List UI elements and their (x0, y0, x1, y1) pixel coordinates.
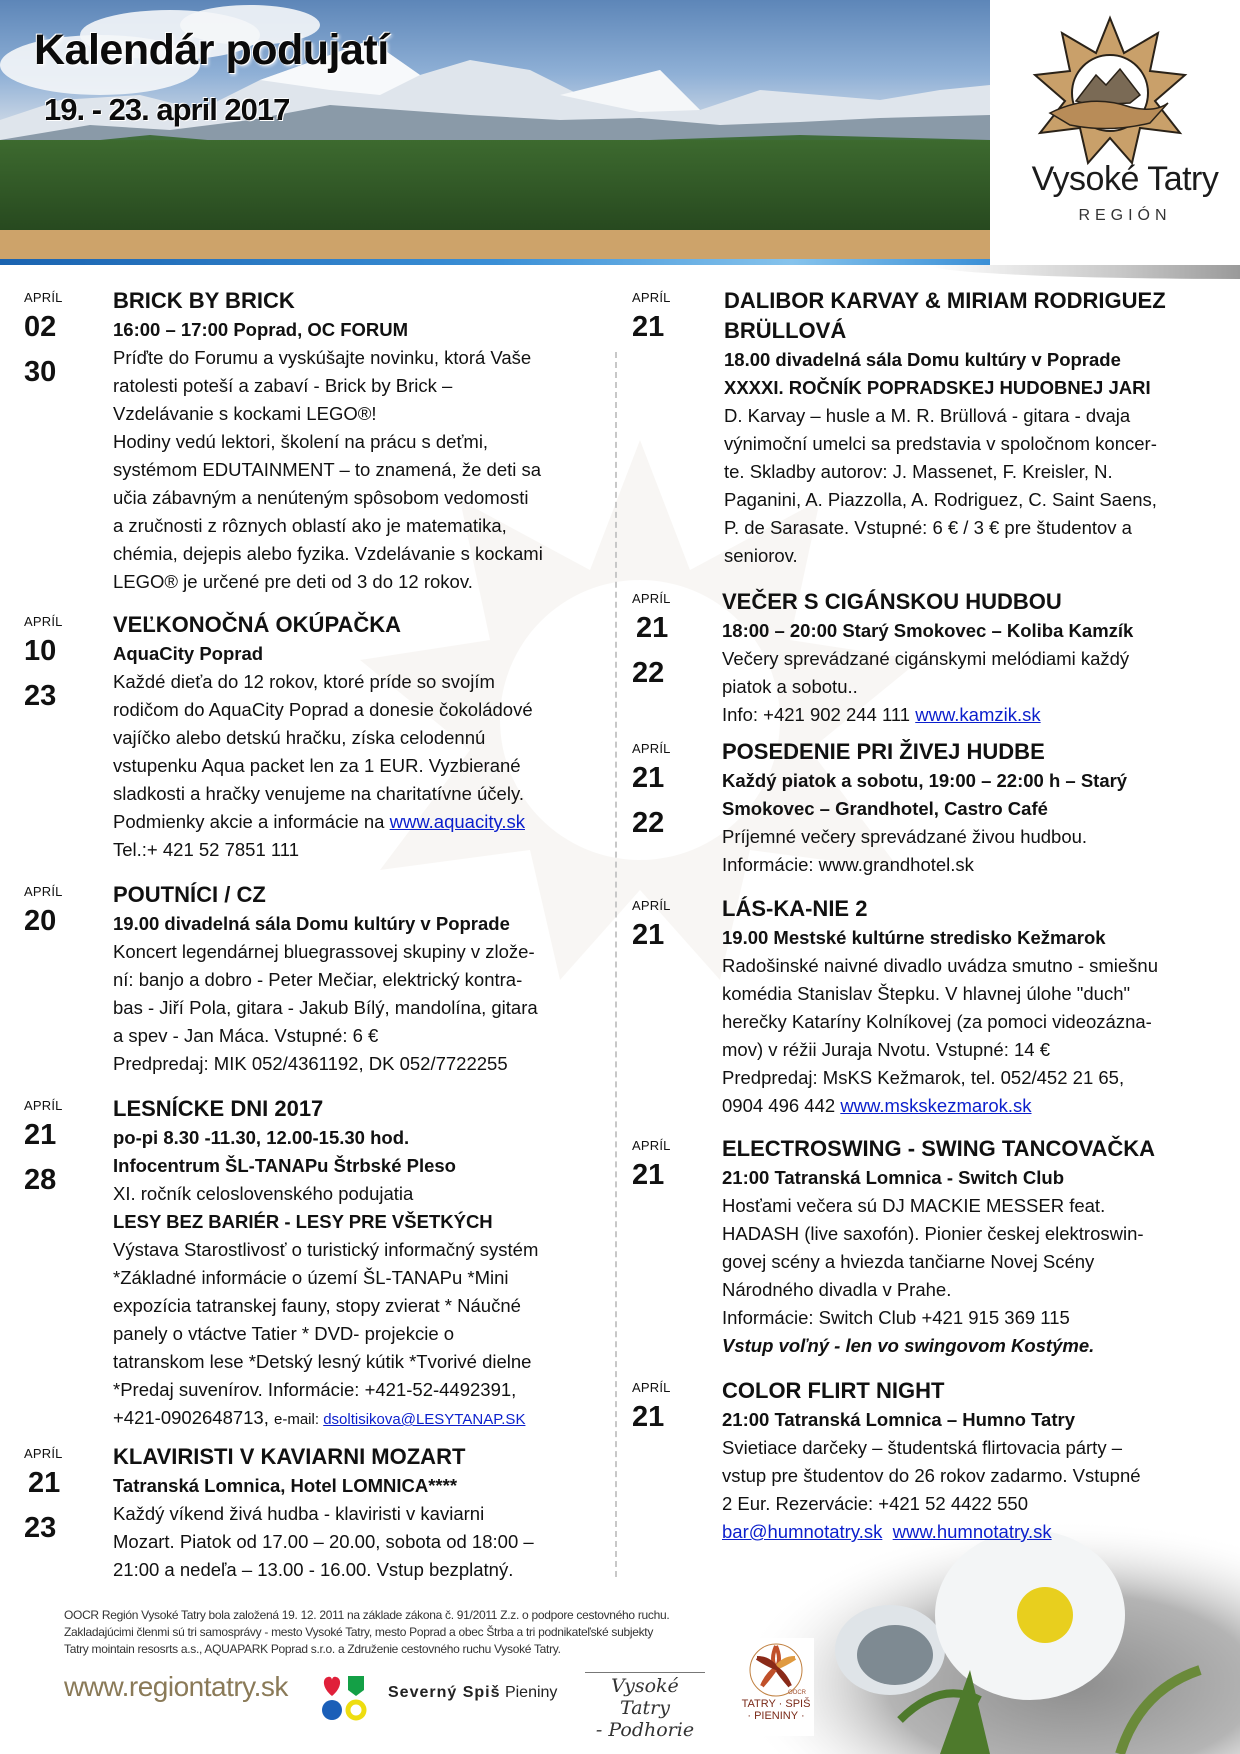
event-day: 21 (632, 311, 665, 343)
event-day: 28 (24, 1164, 57, 1196)
severny-spis-logo (388, 1684, 557, 1702)
event-subtitle: 21:00 Tatranská Lomnica - Switch Club (722, 1167, 1064, 1188)
event-title: ELECTROSWING - SWING TANCOVAČKA (722, 1136, 1156, 1161)
event-date (24, 884, 94, 944)
page-curl-shadow (930, 265, 1240, 279)
event-italic-line: Vstup voľný - len vo swingovom Kostýme. (722, 1335, 1095, 1356)
event-day: 21 (632, 1159, 665, 1191)
sand-stripe (0, 230, 990, 260)
flower-photo (760, 1520, 1240, 1754)
event-title: POUTNÍCI / CZ (113, 882, 266, 907)
event-date (632, 290, 702, 350)
podhorie-logo (585, 1672, 705, 1741)
email-label: e-mail: (274, 1411, 324, 1428)
event-day: 23 (24, 680, 57, 712)
event-date (24, 1446, 94, 1551)
link-prefix: Podmienky akcie a informácie na (113, 811, 390, 832)
event-body-line: Národného divadla v Prahe. (722, 1279, 952, 1300)
page-title: Kalendár podujatí (34, 26, 389, 74)
footer-line: Tatry mointain resosrts a.s., AQUAPARK Poprad s.r.o. a Združenie cestovného ruchu Vysoké Tatry. (64, 1642, 561, 1656)
event-day: 21 (28, 1467, 61, 1499)
event-body-line: Paganini, A. Piazzolla, A. Rodriguez, C. Saint Saens, (724, 489, 1157, 510)
event-title: VEČER S CIGÁNSKOU HUDBOU (722, 589, 1062, 614)
forest-photo (0, 140, 990, 230)
event-month: APRÍL (632, 591, 671, 606)
event-month: APRÍL (632, 898, 671, 913)
event-subtitle: 16:00 – 17:00 Poprad, OC FORUM (113, 319, 409, 340)
event-title: KLAVIRISTI V KAVIARNI MOZART (113, 1444, 466, 1469)
tsp-line: · PIENINY · (747, 1710, 805, 1722)
event-body-line: a zručnosti z rôznych oblastí ako je matematika, (113, 515, 507, 536)
event-date (632, 1138, 702, 1198)
event-body-line: Hodiny vedú lektori, školení na prácu s deťmi, (113, 431, 489, 452)
humnotatry-email-link[interactable]: bar@humnotatry.sk (722, 1521, 883, 1542)
event-day: 23 (24, 1512, 57, 1544)
event-body-line (113, 808, 623, 836)
event-day: 21 (24, 1119, 57, 1151)
event-title: LESNÍCKE DNI 2017 (113, 1096, 324, 1121)
event-body-line: Informácie: www.grandhotel.sk (722, 854, 974, 875)
event-title: POSEDENIE PRI ŽIVEJ HUDBE (722, 739, 1045, 764)
event-title: VEĽKONOČNÁ OKÚPAČKA (113, 612, 402, 637)
event-body-line: HADASH (live saxofón). Pionier českej elektroswin- (722, 1223, 1144, 1244)
event-body-line: učia zábavným a nenúteným spôsobom vedomosti (113, 487, 529, 508)
event-body-line: expozícia tatranskej fauny, stopy zvierat * Náučné (113, 1295, 521, 1316)
event-title: COLOR FLIRT NIGHT (722, 1378, 945, 1403)
event-subtitle: 18:00 – 20:00 Starý Smokovec – Koliba Kamzík (722, 620, 1134, 641)
event-day: 10 (24, 635, 57, 667)
aquacity-link[interactable]: www.aquacity.sk (389, 811, 525, 832)
event-subtitle: po-pi 8.30 -11.30, 12.00-15.30 hod. (113, 1127, 410, 1148)
event-subtitle: AquaCity Poprad (113, 643, 264, 664)
event-body-line: Svietiace darčeky – študentská flirtovacia párty – (722, 1437, 1122, 1458)
humnotatry-web-link[interactable]: www.humnotatry.sk (892, 1521, 1052, 1542)
event-body-line: ní: banjo a dobro - Peter Mečiar, elektrický kontra- (113, 969, 523, 990)
event-body-line: Mozart. Piatok od 17.00 – 20.00, sobota od 18:00 – (113, 1531, 534, 1552)
event-month: APRÍL (24, 1446, 63, 1461)
event-body-line: LEGO® je určené pre deti od 3 do 12 rokov. (113, 571, 473, 592)
link-prefix: Info: +421 902 244 111 (722, 704, 916, 725)
event-body-line: tatranskom lese *Detský lesný kútik *Tvorivé dielne (113, 1351, 532, 1372)
footer-description (64, 1607, 724, 1658)
event-body-line: 21:00 a nedeľa – 13.00 - 16.00. Vstup bezplatný. (113, 1559, 514, 1580)
event-date (24, 290, 94, 395)
event-body-line: a spev - Jan Máca. Vstupné: 6 € (113, 1025, 379, 1046)
event-day: 22 (632, 807, 665, 839)
event-body-line: výnimoční umelci sa predstavia v spoločnom koncer- (724, 433, 1157, 454)
event-body-line: XI. ročník celoslovenského podujatia (113, 1183, 414, 1204)
event-body-line: Tel.:+ 421 52 7851 111 (113, 839, 300, 860)
logo-name: Vysoké Tatry (1031, 160, 1219, 198)
event-subtitle: 18.00 divadelná sála Domu kultúry v Poprade (724, 349, 1121, 370)
event-title: BRICK BY BRICK (113, 288, 295, 313)
event-subtitle: Smokovec – Grandhotel, Castro Café (722, 798, 1048, 819)
event-body-line: Výstava Starostlivosť o turistický informačný systém (113, 1239, 539, 1260)
event-body-line: chémia, dejepis alebo fyzika. Vzdelávanie s kockami (113, 543, 543, 564)
event-body-line: Predpredaj: MIK 052/4361192, DK 052/7722255 (113, 1053, 508, 1074)
kamzik-link[interactable]: www.kamzik.sk (915, 704, 1041, 725)
event-body-line: Predpredaj: MsKS Kežmarok, tel. 052/452 21 65, (722, 1067, 1125, 1088)
event-month: APRÍL (24, 1098, 63, 1113)
event-body-line: *Základné informácie o území ŠL-TANAPu *Mini (113, 1267, 509, 1288)
event-date (632, 741, 702, 846)
footer-website-link[interactable]: www.regiontatry.sk (64, 1671, 288, 1702)
event-title: BRÜLLOVÁ (724, 318, 847, 343)
event-title: LÁS-KA-NIE 2 (722, 896, 868, 921)
logo-region: REGIÓN (1078, 207, 1172, 224)
event-day: 21 (632, 762, 665, 794)
severny-spis-bold: Severný Spiš (388, 1684, 501, 1701)
event-date (632, 898, 702, 958)
severny-spis-logo-icon (320, 1674, 368, 1722)
severny-spis-light: Pieniny (504, 1684, 558, 1701)
event-body-line: Informácie: Switch Club +421 915 369 115 (722, 1307, 1070, 1328)
event-date (24, 1098, 94, 1203)
event-body-line: piatok a sobotu.. (722, 676, 858, 697)
event-subtitle: XXXXI. ROČNÍK POPRADSKEJ HUDOBNEJ JARI (724, 377, 1151, 398)
mskskezmarok-link[interactable]: www.mskskezmarok.sk (840, 1095, 1032, 1116)
event-day: 30 (24, 356, 57, 388)
event-day: 20 (24, 905, 57, 937)
event-body-line: komédia Stanislav Štepku. V hlavnej úlohe "duch" (722, 983, 1131, 1004)
event-body-line: sladkosti a hračky venujeme na charitatívne účely. (113, 783, 524, 804)
event-month: APRÍL (24, 290, 63, 305)
podhorie-line: Vysoké Tatry (611, 1675, 679, 1719)
event-date (24, 614, 94, 719)
event-subtitle: 19.00 divadelná sála Domu kultúry v Poprade (113, 913, 510, 934)
event-subtitle: Tatranská Lomnica, Hotel LOMNICA**** (113, 1475, 458, 1496)
event-month: APRÍL (632, 1138, 671, 1153)
event-body-line: panely o vtáctve Tatier * DVD- projekcie o (113, 1323, 455, 1344)
event-body-line: *Predaj suvenírov. Informácie: +421-52-4492391, (113, 1379, 517, 1400)
event-body-line (722, 701, 1222, 729)
event-body-line (722, 1518, 1222, 1546)
event-body-line: rodičom do AquaCity Poprad a donesie čokoládové (113, 699, 533, 720)
event-month: APRÍL (24, 614, 63, 629)
event-date (632, 1380, 702, 1440)
podhorie-line: - Podhorie (595, 1719, 695, 1741)
event-body-line: Príďte do Forumu a vyskúšajte novinku, ktorá Vaše (113, 347, 532, 368)
event-day: 22 (632, 657, 665, 689)
star-flower-icon (738, 1638, 814, 1698)
event-subtitle: 21:00 Tatranská Lomnica – Humno Tatry (722, 1409, 1075, 1430)
event-body-line: herečky Kataríny Kolníkovej (za pomoci videozázna- (722, 1011, 1152, 1032)
event-body-line: bas - Jiří Pola, gitara - Jakub Bílý, mandolína, gitara (113, 997, 538, 1018)
event-subtitle: Každý piatok a sobotu, 19:00 – 22:00 h – Starý (722, 770, 1128, 791)
event-body-line: mov) v réžii Juraja Nvotu. Vstupné: 14 € (722, 1039, 1051, 1060)
event-day: 21 (632, 919, 665, 951)
event-body-line (722, 1092, 1222, 1120)
event-body-line: seniorov. (724, 545, 798, 566)
event-body-line: ratolesti poteší a zabaví - Brick by Brick – (113, 375, 453, 396)
event-body-line: govej scény a hviezda tančiarne Novej Scény (722, 1251, 1095, 1272)
event-bold-line: LESY BEZ BARIÉR - LESY PRE VŠETKÝCH (113, 1211, 493, 1232)
event-body-line: vstup pre študentov do 26 rokov zadarmo. Vstupné (722, 1465, 1141, 1486)
event-date (632, 591, 702, 696)
event-subtitle: 19.00 Mestské kultúrne stredisko Kežmarok (722, 927, 1106, 948)
email-prefix: +421-0902648713, (113, 1407, 274, 1428)
header-banner (0, 0, 990, 265)
footer-line: OOCR Región Vysoké Tatry bola založená 19. 12. 2011 na základe zákona č. 91/2011 Z.z. o podpore cestovného ruchu. (64, 1608, 670, 1622)
event-day: 21 (636, 612, 669, 644)
event-body-line: vstupenku Aqua packet len za 1 EUR. Vyzbierané (113, 755, 521, 776)
event-body-line: te. Skladby autorov: J. Massenet, F. Kreisler, N. (724, 461, 1113, 482)
link-prefix: 0904 496 442 (722, 1095, 841, 1116)
event-month: APRÍL (632, 741, 671, 756)
event-body-line: Hosťami večera sú DJ MACKIE MESSER feat. (722, 1195, 1106, 1216)
event-body-line: P. de Sarasate. Vstupné: 6 € / 3 € pre študentov a (724, 517, 1132, 538)
tsp-line: TATRY · SPIŠ (741, 1698, 811, 1710)
event-body-line: 2 Eur. Rezervácie: +421 52 4422 550 (722, 1493, 1028, 1514)
blue-stripe (0, 259, 990, 265)
event-month: APRÍL (632, 290, 671, 305)
event-subtitle: Infocentrum ŠL-TANAPu Štrbské Pleso (113, 1155, 456, 1176)
page-subtitle: 19. - 23. april 2017 (44, 92, 290, 127)
event-body-line: Každý víkend živá hudba - klaviristi v kaviarni (113, 1503, 485, 1524)
tsp-text (738, 1698, 814, 1722)
event-title: DALIBOR KARVAY & MIRIAM RODRIGUEZ (724, 288, 1166, 313)
event-body-line: Každé dieťa do 12 rokov, ktoré príde so svojím (113, 671, 495, 692)
event-body-line: D. Karvay – husle a M. R. Brüllová - gitara - dvaja (724, 405, 1131, 426)
event-body-line: vajíčko alebo detskú hračku, získa celodennú (113, 727, 486, 748)
event-month: APRÍL (24, 884, 63, 899)
event-body-line: systémom EDUTAINMENT – to znamená, že deti sa (113, 459, 542, 480)
oocr-label: OOCR (788, 1690, 806, 1696)
event-body-line: Koncert legendárnej bluegrassovej skupiny v zlože- (113, 941, 535, 962)
event-body-line (113, 1404, 628, 1434)
tatry-spis-pieniny-logo (738, 1638, 814, 1736)
event-body-line: Radošinské naivné divadlo uvádza smutno - smiešnu (722, 955, 1159, 976)
event-body-line: Večery sprevádzané cigánskymi melódiami každý (722, 648, 1130, 669)
email-link[interactable]: dsoltisikova@LESYTANAP.SK (323, 1411, 526, 1428)
event-body-line: Vzdelávanie s kockami LEGO®! (113, 403, 377, 424)
event-day: 02 (24, 311, 57, 343)
event-month: APRÍL (632, 1380, 671, 1395)
event-day: 21 (632, 1401, 665, 1433)
footer-line: Zakladajúcimi členmi sú tri samosprávy - mesto Vysoké Tatry, mesto Poprad a obec Štrba a tri podnikateľské subjekty (64, 1625, 654, 1639)
event-body-line: Príjemné večery sprevádzané živou hudbou. (722, 826, 1088, 847)
